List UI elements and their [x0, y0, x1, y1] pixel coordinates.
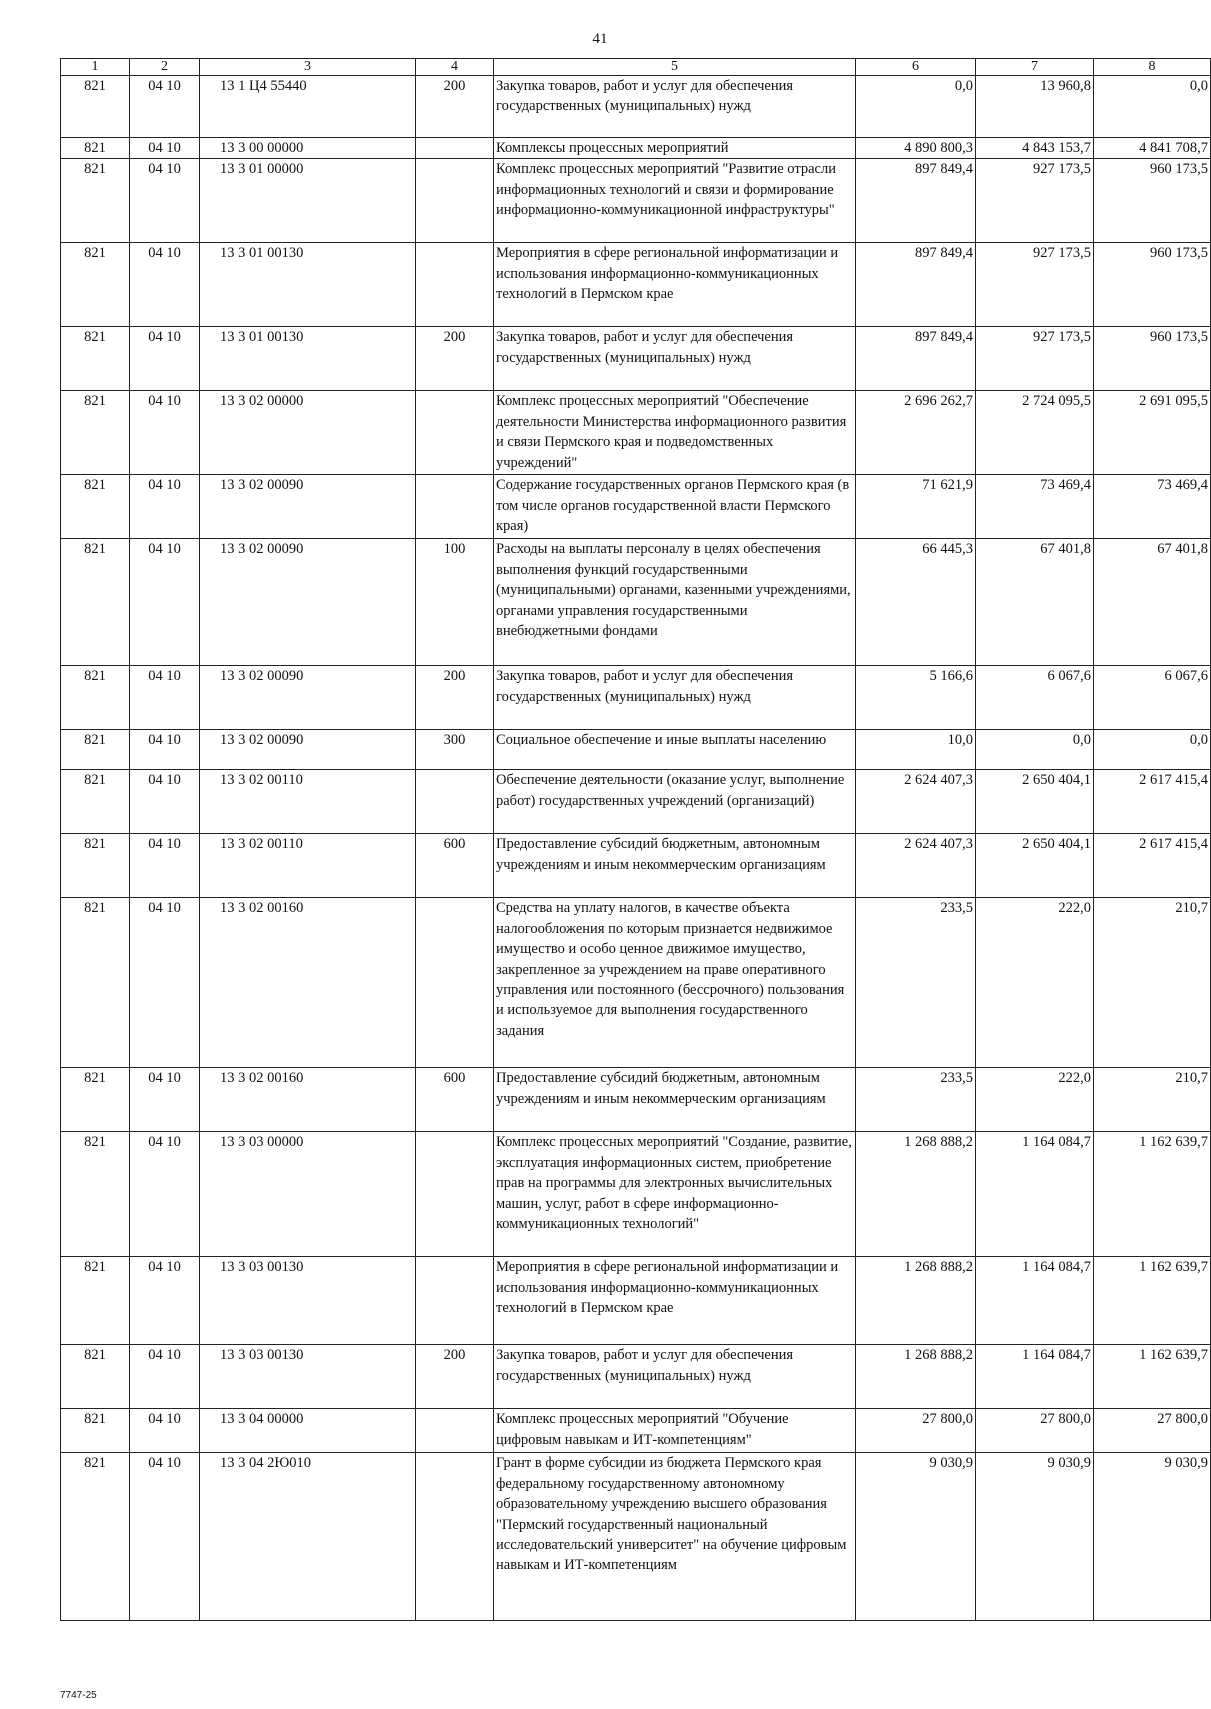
row-amount-2-cell: 2 650 404,1: [976, 770, 1094, 834]
row-code-cell: 821: [61, 834, 130, 898]
row-name-cell: Комплекс процессных мероприятий "Развитие отрасли информационных технологий и связи и формирование информационно-коммуникационной инфраструктуры": [494, 159, 856, 243]
row-section-cell: 04 10: [130, 327, 200, 391]
row-amount-2-cell: 1 164 084,7: [976, 1345, 1094, 1409]
row-amount-1-cell: 1 268 888,2: [856, 1132, 976, 1257]
column-header: 3: [200, 59, 416, 76]
row-name-cell: Содержание государственных органов Пермского края (в том числе органов государственной власти Пермского края): [494, 475, 856, 539]
row-code-cell: 821: [61, 1257, 130, 1345]
row-amount-3-cell: 1 162 639,7: [1094, 1132, 1211, 1257]
row-code-cell: 821: [61, 1409, 130, 1453]
row-target-cell: 13 3 01 00130: [200, 243, 416, 327]
row-amount-1-cell: 897 849,4: [856, 327, 976, 391]
table-row: [61, 76, 1211, 138]
row-amount-3-cell: 2 617 415,4: [1094, 770, 1211, 834]
row-name-cell: Предоставление субсидий бюджетным, автономным учреждениям и иным некоммерческим организациям: [494, 1068, 856, 1132]
row-amount-3-cell: 0,0: [1094, 730, 1211, 770]
row-amount-3-cell: 0,0: [1094, 76, 1211, 138]
row-section-cell: 04 10: [130, 1068, 200, 1132]
row-amount-1-cell: 10,0: [856, 730, 976, 770]
row-amount-2-cell: 6 067,6: [976, 666, 1094, 730]
row-amount-3-cell: 1 162 639,7: [1094, 1257, 1211, 1345]
row-amount-1-cell: 233,5: [856, 1068, 976, 1132]
row-amount-3-cell: 2 617 415,4: [1094, 834, 1211, 898]
row-type-cell: 200: [416, 327, 494, 391]
table-row: [61, 1068, 1211, 1132]
row-name-cell: Мероприятия в сфере региональной информатизации и использования информационно-коммуникационных технологий в Пермском крае: [494, 1257, 856, 1345]
row-amount-2-cell: 13 960,8: [976, 76, 1094, 138]
table-row: [61, 1132, 1211, 1257]
row-name-cell: Закупка товаров, работ и услуг для обеспечения государственных (муниципальных) нужд: [494, 76, 856, 138]
row-type-cell: [416, 475, 494, 539]
row-type-cell: [416, 138, 494, 159]
row-section-cell: 04 10: [130, 1409, 200, 1453]
row-code-cell: 821: [61, 76, 130, 138]
row-amount-2-cell: 9 030,9: [976, 1453, 1094, 1621]
row-name-cell: Средства на уплату налогов, в качестве объекта налогообложения по которым признается недвижимое имущество и особо ценное движимое имущество, закрепленное за учреждением на праве оперативного управления или постоянного (бессрочного) пользования и используемое для выполнения государственного задания: [494, 898, 856, 1068]
row-target-cell: 13 3 02 00000: [200, 391, 416, 475]
row-target-cell: 13 3 01 00130: [200, 327, 416, 391]
row-target-cell: 13 3 04 00000: [200, 1409, 416, 1453]
row-code-cell: 821: [61, 898, 130, 1068]
row-amount-2-cell: 27 800,0: [976, 1409, 1094, 1453]
row-amount-2-cell: 4 843 153,7: [976, 138, 1094, 159]
column-header: 2: [130, 59, 200, 76]
row-target-cell: 13 3 01 00000: [200, 159, 416, 243]
row-section-cell: 04 10: [130, 539, 200, 666]
row-type-cell: 600: [416, 834, 494, 898]
row-amount-3-cell: 210,7: [1094, 1068, 1211, 1132]
row-amount-1-cell: 2 624 407,3: [856, 770, 976, 834]
row-section-cell: 04 10: [130, 1257, 200, 1345]
row-type-cell: 200: [416, 76, 494, 138]
row-code-cell: 821: [61, 1132, 130, 1257]
table-row: [61, 834, 1211, 898]
row-section-cell: 04 10: [130, 475, 200, 539]
budget-table: [60, 58, 1211, 1621]
row-code-cell: 821: [61, 1453, 130, 1621]
row-type-cell: [416, 1132, 494, 1257]
row-amount-1-cell: 66 445,3: [856, 539, 976, 666]
row-type-cell: 200: [416, 1345, 494, 1409]
row-amount-2-cell: 927 173,5: [976, 159, 1094, 243]
row-code-cell: 821: [61, 475, 130, 539]
row-amount-2-cell: 1 164 084,7: [976, 1257, 1094, 1345]
row-code-cell: 821: [61, 159, 130, 243]
row-amount-1-cell: 1 268 888,2: [856, 1345, 976, 1409]
column-number-row: [61, 59, 1211, 76]
row-type-cell: [416, 770, 494, 834]
row-type-cell: [416, 1257, 494, 1345]
row-target-cell: 13 3 02 00110: [200, 770, 416, 834]
row-target-cell: 13 3 02 00160: [200, 898, 416, 1068]
table-row: [61, 666, 1211, 730]
row-amount-3-cell: 210,7: [1094, 898, 1211, 1068]
row-code-cell: 821: [61, 391, 130, 475]
row-name-cell: Мероприятия в сфере региональной информатизации и использования информационно-коммуникационных технологий в Пермском крае: [494, 243, 856, 327]
row-code-cell: 821: [61, 730, 130, 770]
row-target-cell: 13 3 02 00090: [200, 666, 416, 730]
row-name-cell: Расходы на выплаты персоналу в целях обеспечения выполнения функций государственными (муниципальными) органами, казенными учреждениями, органами управления государственными внебюджетными фондами: [494, 539, 856, 666]
row-name-cell: Комплекс процессных мероприятий "Создание, развитие, эксплуатация информационных систем, приобретение прав на программы для электронных вычислительных машин, услуг, работ в сфере информационно-коммуникационных технологий": [494, 1132, 856, 1257]
row-target-cell: 13 3 03 00130: [200, 1257, 416, 1345]
column-header: 8: [1094, 59, 1211, 76]
row-amount-2-cell: 73 469,4: [976, 475, 1094, 539]
row-amount-3-cell: 6 067,6: [1094, 666, 1211, 730]
row-amount-2-cell: 0,0: [976, 730, 1094, 770]
row-name-cell: Закупка товаров, работ и услуг для обеспечения государственных (муниципальных) нужд: [494, 327, 856, 391]
row-code-cell: 821: [61, 666, 130, 730]
table-row: [61, 475, 1211, 539]
row-code-cell: 821: [61, 770, 130, 834]
row-amount-3-cell: 2 691 095,5: [1094, 391, 1211, 475]
row-amount-3-cell: 960 173,5: [1094, 243, 1211, 327]
row-target-cell: 13 3 04 2Ю010: [200, 1453, 416, 1621]
row-section-cell: 04 10: [130, 391, 200, 475]
row-amount-1-cell: 0,0: [856, 76, 976, 138]
document-code: 7747-25: [60, 1690, 97, 1701]
row-amount-1-cell: 897 849,4: [856, 159, 976, 243]
table-row: [61, 1257, 1211, 1345]
row-name-cell: Предоставление субсидий бюджетным, автономным учреждениям и иным некоммерческим организациям: [494, 834, 856, 898]
row-code-cell: 821: [61, 1345, 130, 1409]
row-type-cell: [416, 391, 494, 475]
row-amount-3-cell: 9 030,9: [1094, 1453, 1211, 1621]
column-header: 1: [61, 59, 130, 76]
row-target-cell: 13 3 02 00090: [200, 730, 416, 770]
row-name-cell: Социальное обеспечение и иные выплаты населению: [494, 730, 856, 770]
column-header: 4: [416, 59, 494, 76]
row-amount-2-cell: 1 164 084,7: [976, 1132, 1094, 1257]
row-section-cell: 04 10: [130, 1345, 200, 1409]
row-code-cell: 821: [61, 138, 130, 159]
table-row: [61, 1409, 1211, 1453]
row-target-cell: 13 3 00 00000: [200, 138, 416, 159]
table-row: [61, 327, 1211, 391]
row-type-cell: 600: [416, 1068, 494, 1132]
row-amount-1-cell: 71 621,9: [856, 475, 976, 539]
row-amount-3-cell: 73 469,4: [1094, 475, 1211, 539]
row-target-cell: 13 3 02 00090: [200, 539, 416, 666]
row-target-cell: 13 3 02 00160: [200, 1068, 416, 1132]
row-amount-2-cell: 67 401,8: [976, 539, 1094, 666]
row-amount-3-cell: 960 173,5: [1094, 327, 1211, 391]
row-amount-2-cell: 222,0: [976, 898, 1094, 1068]
row-type-cell: [416, 243, 494, 327]
row-code-cell: 821: [61, 539, 130, 666]
row-amount-1-cell: 233,5: [856, 898, 976, 1068]
row-amount-1-cell: 9 030,9: [856, 1453, 976, 1621]
column-header: 6: [856, 59, 976, 76]
row-amount-2-cell: 927 173,5: [976, 243, 1094, 327]
row-type-cell: 100: [416, 539, 494, 666]
row-amount-2-cell: 2 650 404,1: [976, 834, 1094, 898]
table-row: [61, 391, 1211, 475]
row-section-cell: 04 10: [130, 243, 200, 327]
row-section-cell: 04 10: [130, 76, 200, 138]
row-amount-1-cell: 2 696 262,7: [856, 391, 976, 475]
column-header: 5: [494, 59, 856, 76]
row-amount-3-cell: 1 162 639,7: [1094, 1345, 1211, 1409]
row-code-cell: 821: [61, 1068, 130, 1132]
row-code-cell: 821: [61, 327, 130, 391]
row-amount-1-cell: 4 890 800,3: [856, 138, 976, 159]
row-code-cell: 821: [61, 243, 130, 327]
row-name-cell: Грант в форме субсидии из бюджета Пермского края федеральному государственному автономному образовательному учреждению высшего образования "Пермский государственный национальный исследовательский университет" на обучение цифровым навыкам и ИТ-компетенциям: [494, 1453, 856, 1621]
row-amount-3-cell: 4 841 708,7: [1094, 138, 1211, 159]
row-section-cell: 04 10: [130, 834, 200, 898]
row-section-cell: 04 10: [130, 1453, 200, 1621]
row-section-cell: 04 10: [130, 1132, 200, 1257]
table-row: [61, 898, 1211, 1068]
row-section-cell: 04 10: [130, 666, 200, 730]
row-target-cell: 13 3 03 00130: [200, 1345, 416, 1409]
row-type-cell: 200: [416, 666, 494, 730]
row-amount-1-cell: 5 166,6: [856, 666, 976, 730]
row-target-cell: 13 3 03 00000: [200, 1132, 416, 1257]
row-target-cell: 13 3 02 00090: [200, 475, 416, 539]
table-row: [61, 539, 1211, 666]
table-row: [61, 1345, 1211, 1409]
row-amount-2-cell: 222,0: [976, 1068, 1094, 1132]
row-type-cell: [416, 898, 494, 1068]
table-row: [61, 1453, 1211, 1621]
row-amount-3-cell: 67 401,8: [1094, 539, 1211, 666]
row-amount-2-cell: 927 173,5: [976, 327, 1094, 391]
row-amount-1-cell: 2 624 407,3: [856, 834, 976, 898]
table-row: [61, 770, 1211, 834]
row-target-cell: 13 3 02 00110: [200, 834, 416, 898]
page-number: 41: [592, 31, 608, 47]
row-section-cell: 04 10: [130, 770, 200, 834]
row-type-cell: [416, 1409, 494, 1453]
row-section-cell: 04 10: [130, 159, 200, 243]
row-amount-1-cell: 1 268 888,2: [856, 1257, 976, 1345]
row-name-cell: Комплексы процессных мероприятий: [494, 138, 856, 159]
row-amount-3-cell: 27 800,0: [1094, 1409, 1211, 1453]
row-name-cell: Комплекс процессных мероприятий "Обеспечение деятельности Министерства информационного развития и связи Пермского края и подведомственных учреждений": [494, 391, 856, 475]
row-amount-1-cell: 897 849,4: [856, 243, 976, 327]
row-section-cell: 04 10: [130, 138, 200, 159]
table-row: [61, 138, 1211, 159]
row-type-cell: [416, 1453, 494, 1621]
row-type-cell: 300: [416, 730, 494, 770]
row-name-cell: Закупка товаров, работ и услуг для обеспечения государственных (муниципальных) нужд: [494, 1345, 856, 1409]
table-row: [61, 730, 1211, 770]
row-section-cell: 04 10: [130, 730, 200, 770]
row-type-cell: [416, 159, 494, 243]
row-name-cell: Закупка товаров, работ и услуг для обеспечения государственных (муниципальных) нужд: [494, 666, 856, 730]
row-amount-3-cell: 960 173,5: [1094, 159, 1211, 243]
row-amount-1-cell: 27 800,0: [856, 1409, 976, 1453]
table-row: [61, 159, 1211, 243]
column-header: 7: [976, 59, 1094, 76]
row-name-cell: Комплекс процессных мероприятий "Обучение цифровым навыкам и ИТ-компетенциям": [494, 1409, 856, 1453]
table-row: [61, 243, 1211, 327]
row-name-cell: Обеспечение деятельности (оказание услуг, выполнение работ) государственных учреждений (организаций): [494, 770, 856, 834]
row-target-cell: 13 1 Ц4 55440: [200, 76, 416, 138]
row-section-cell: 04 10: [130, 898, 200, 1068]
row-amount-2-cell: 2 724 095,5: [976, 391, 1094, 475]
